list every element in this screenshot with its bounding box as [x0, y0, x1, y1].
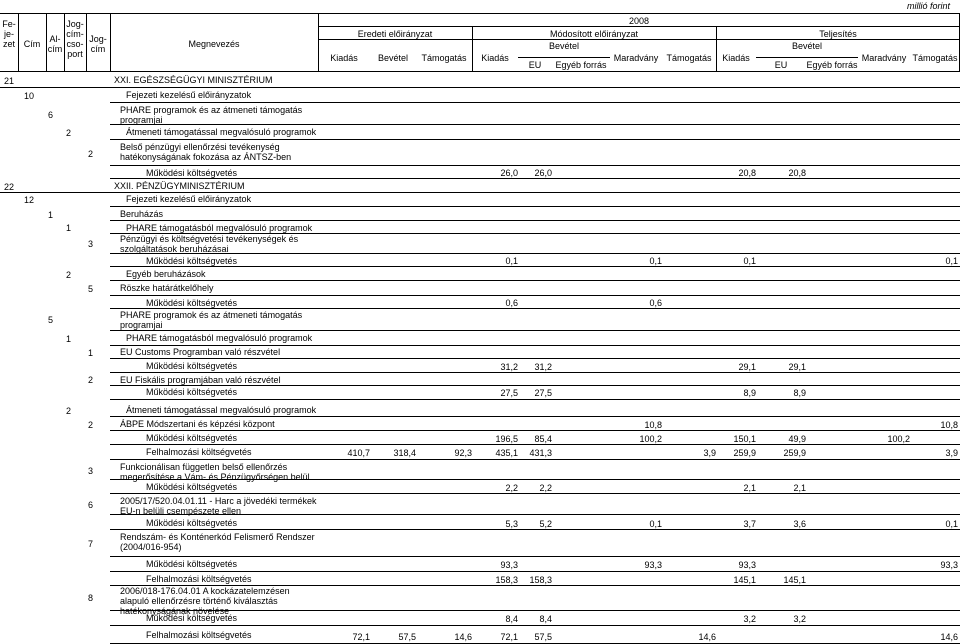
row-jogcim: 2	[88, 419, 94, 430]
value-cell: 3,2	[793, 614, 806, 624]
header-fejezet: Fe- je- zet	[2, 19, 16, 49]
value-cell: 0,6	[505, 298, 518, 308]
value-cell: 92,3	[454, 448, 472, 458]
row-label: Működési költségvetés	[146, 361, 238, 371]
row-label: ÁBPE Módszertani és képzési központ	[120, 419, 275, 429]
row-label: Röszke határátkelőhely	[120, 283, 214, 293]
row-jogcim: 3	[88, 465, 94, 476]
header-egyeb-3: Egyéb forrás	[806, 60, 858, 70]
header-maradvany-2: Maradvány	[613, 53, 659, 63]
value-cell: 72,1	[352, 631, 370, 642]
row-jogcimcsoport: 2	[66, 128, 72, 138]
row-label: Működési költségvetés	[146, 613, 238, 623]
value-cell: 2,1	[743, 482, 756, 493]
value-cell: 410,7	[347, 448, 370, 458]
row-fejezet: 21	[4, 76, 15, 86]
table-row	[0, 309, 960, 331]
value-cell: 10,8	[940, 419, 958, 430]
row-jogcimcsoport: 1	[66, 223, 72, 233]
value-cell: 100,2	[639, 433, 662, 444]
row-label: Működési költségvetés	[146, 559, 238, 569]
table-row	[0, 255, 960, 267]
header-tamogatas-3: Támogatás	[912, 53, 958, 63]
row-label: 2006/018-176.04.01 A kockázatelemzésen alapuló ellenőrzésre történő kiválasztás hatékonyságának növelése	[120, 586, 290, 616]
value-cell: 57,5	[534, 631, 552, 642]
table-row	[0, 374, 960, 386]
row-label: Beruházás	[120, 209, 164, 219]
table-row	[0, 531, 960, 557]
table-row	[0, 89, 960, 103]
value-cell: 431,3	[529, 448, 552, 458]
table-row	[0, 167, 960, 179]
row-label: PHARE támogatásból megvalósuló programok	[126, 333, 313, 343]
value-cell: 0,1	[505, 256, 518, 266]
table-row	[0, 585, 960, 616]
row-jogcim: 7	[88, 539, 94, 549]
value-cell: 145,1	[783, 574, 806, 585]
value-cell: 318,4	[393, 448, 416, 458]
row-label: EU Fiskális programjában való részvétel	[120, 375, 281, 385]
table-row	[0, 282, 960, 296]
value-cell: 5,2	[539, 518, 552, 529]
table-row	[0, 233, 960, 254]
value-cell: 3,7	[743, 518, 756, 529]
row-label: Rendszám- és Konténerkód Felismerő Rendszer (2004/016-954)	[120, 532, 315, 552]
row-label: Egyéb beruházások	[126, 269, 206, 279]
value-cell: 26,0	[500, 168, 518, 178]
value-cell: 0,1	[945, 518, 958, 529]
value-cell: 145,1	[733, 574, 756, 585]
header-tamogatas-1: Támogatás	[421, 53, 467, 63]
value-cell: 57,5	[398, 631, 416, 642]
header-year: 2008	[628, 16, 650, 26]
row-alcim: 6	[48, 109, 54, 120]
row-label: Felhalmozási költségvetés	[146, 574, 252, 584]
value-cell: 93,3	[644, 560, 662, 570]
header-alcim: Al- cím	[47, 34, 63, 54]
value-cell: 27,5	[534, 388, 552, 398]
row-jogcim: 5	[88, 284, 94, 294]
value-cell: 93,3	[500, 560, 518, 570]
table-row	[0, 104, 960, 125]
value-cell: 8,4	[539, 614, 552, 624]
row-label: Működési költségvetés	[146, 482, 238, 492]
row-label: Átmeneti támogatással megvalósuló programok	[126, 127, 317, 137]
value-cell: 20,8	[738, 168, 756, 178]
value-cell: 259,9	[733, 448, 756, 458]
row-jogcimcsoport: 2	[66, 269, 72, 280]
row-jogcim: 6	[88, 500, 94, 510]
value-cell: 0,1	[743, 256, 756, 266]
row-jogcim: 2	[88, 148, 94, 159]
row-jogcim: 3	[88, 238, 94, 249]
value-cell: 3,6	[793, 518, 806, 529]
value-cell: 2,1	[793, 482, 806, 493]
table-row	[0, 404, 960, 417]
value-cell: 3,2	[743, 614, 756, 624]
value-cell: 158,3	[495, 574, 518, 585]
row-label: Felhalmozási költségvetés	[146, 630, 252, 640]
header-kiadas-2: Kiadás	[481, 53, 509, 63]
value-cell: 49,9	[788, 433, 806, 444]
table-row	[0, 418, 960, 431]
value-cell: 3,9	[945, 448, 958, 458]
value-cell: 29,1	[738, 361, 756, 372]
row-label: Működési költségvetés	[146, 518, 238, 528]
table-row	[0, 297, 960, 309]
value-cell: 0,1	[649, 518, 662, 529]
header-group-eredeti: Eredeti előirányzat	[357, 29, 433, 39]
row-alcim: 5	[48, 315, 54, 325]
table-row	[0, 558, 960, 572]
value-cell: 14,6	[454, 631, 472, 642]
row-label: XXII. PÉNZÜGYMINISZTÉRIUM	[114, 181, 245, 191]
value-cell: 158,3	[529, 574, 552, 585]
row-cim: 12	[24, 195, 35, 205]
row-label: Funkcionálisan független belső ellenőrzés megerősítése a Vám- és Pénzügyőrségen belül	[120, 462, 310, 482]
table-header	[0, 13, 960, 72]
value-cell: 93,3	[738, 560, 756, 570]
header-cim: Cím	[23, 39, 41, 49]
row-alcim: 1	[48, 209, 54, 220]
header-group-teljesites: Teljesítés	[819, 29, 857, 39]
value-cell: 31,2	[500, 361, 518, 372]
value-cell: 14,6	[698, 631, 716, 642]
table-row	[0, 268, 960, 281]
value-cell: 2,2	[539, 482, 552, 493]
header-tamogatas-2: Támogatás	[666, 53, 712, 63]
row-jogcimcsoport: 2	[66, 405, 72, 416]
value-cell: 259,9	[783, 448, 806, 458]
header-eu-2: EU	[528, 60, 542, 70]
value-cell: 3,9	[703, 448, 716, 458]
table-row	[0, 446, 960, 460]
table-row	[0, 495, 960, 515]
unit-label: millió forint	[906, 1, 950, 11]
row-jogcim: 8	[88, 593, 94, 603]
header-kiadas-3: Kiadás	[722, 53, 750, 63]
table-row	[0, 360, 960, 373]
value-cell: 150,1	[733, 433, 756, 444]
row-label: PHARE támogatásból megvalósuló programok	[126, 223, 313, 233]
header-kiadas-1: Kiadás	[330, 53, 358, 63]
header-bevetel-3: Bevétel	[791, 41, 823, 51]
value-cell: 26,0	[534, 168, 552, 178]
row-label: Belső pénzügyi ellenőrzési tevékenység hatékonyságának fokozása az ÁNTSZ-ben	[120, 142, 292, 162]
row-label: 2005/17/520.04.01.11 - Harc a jövedéki termékek EU-n belüli csempészete ellen	[120, 496, 317, 516]
row-label: PHARE programok és az átmeneti támogatás programjai	[120, 310, 303, 330]
row-label: Fejezeti kezelésű előirányzatok	[126, 194, 252, 204]
table-row	[0, 208, 960, 221]
table-row	[0, 461, 960, 480]
row-label: Felhalmozási költségvetés	[146, 447, 252, 457]
value-cell: 100,2	[887, 433, 910, 444]
row-label: Működési költségvetés	[146, 433, 238, 443]
value-cell: 5,3	[505, 518, 518, 529]
value-cell: 20,8	[788, 168, 806, 178]
value-cell: 27,5	[500, 388, 518, 398]
row-label: Működési költségvetés	[146, 298, 238, 308]
table-row	[0, 141, 960, 166]
row-label: XXI. EGÉSZSÉGÜGYI MINISZTÉRIUM	[114, 75, 273, 85]
value-cell: 8,9	[793, 388, 806, 398]
value-cell: 85,4	[534, 433, 552, 444]
table-row	[0, 74, 960, 88]
value-cell: 435,1	[495, 448, 518, 458]
table-row	[0, 612, 960, 626]
header-maradvany-3: Maradvány	[861, 53, 907, 63]
value-cell: 72,1	[500, 631, 518, 642]
value-cell: 93,3	[940, 560, 958, 570]
value-cell: 2,2	[505, 482, 518, 493]
row-jogcim: 1	[88, 347, 94, 358]
table-row	[0, 346, 960, 359]
row-fejezet: 22	[4, 181, 15, 192]
table-row	[0, 432, 960, 445]
row-label: Fejezeti kezelésű előirányzatok	[126, 90, 252, 100]
value-cell: 0,6	[649, 298, 662, 308]
row-cim: 10	[24, 91, 35, 101]
header-jogcimcsoport: Jog- cím- cso- port	[66, 19, 84, 59]
row-jogcimcsoport: 1	[66, 334, 72, 344]
value-cell: 14,6	[940, 631, 958, 642]
value-cell: 29,1	[788, 361, 806, 372]
row-label: Működési költségvetés	[146, 256, 238, 266]
row-label: PHARE programok és az átmeneti támogatás programjai	[120, 105, 303, 125]
row-label: Pénzügyi és költségvetési tevékenységek és szolgáltatások beruházásai	[120, 234, 299, 254]
value-cell: 196,5	[495, 433, 518, 444]
header-eu-3: EU	[774, 60, 788, 70]
table-row	[0, 481, 960, 494]
table-row	[0, 180, 960, 193]
header-megnevezes: Megnevezés	[188, 39, 240, 49]
row-label: Működési költségvetés	[146, 168, 238, 178]
header-bevetel-2: Bevétel	[548, 41, 580, 51]
header-bevetel-1: Bevétel	[377, 53, 409, 63]
header-jogcim: Jog- cím	[89, 34, 107, 54]
row-label: Működési költségvetés	[146, 387, 238, 397]
value-cell: 10,8	[644, 419, 662, 430]
row-label: EU Customs Programban való részvétel	[120, 347, 281, 357]
table-row	[0, 629, 960, 644]
row-label: Átmeneti támogatással megvalósuló programok	[126, 405, 317, 415]
value-cell: 8,4	[505, 614, 518, 624]
value-cell: 31,2	[534, 361, 552, 372]
table-row	[0, 193, 960, 207]
header-group-modositott: Módosított előirányzat	[549, 29, 639, 39]
table-row	[0, 126, 960, 140]
row-jogcim: 2	[88, 375, 94, 385]
table-row	[0, 332, 960, 346]
value-cell: 0,1	[649, 256, 662, 266]
value-cell: 0,1	[945, 256, 958, 266]
value-cell: 8,9	[743, 388, 756, 398]
table-row	[0, 517, 960, 530]
header-egyeb-2: Egyéb forrás	[555, 60, 607, 70]
table-row	[0, 386, 960, 400]
